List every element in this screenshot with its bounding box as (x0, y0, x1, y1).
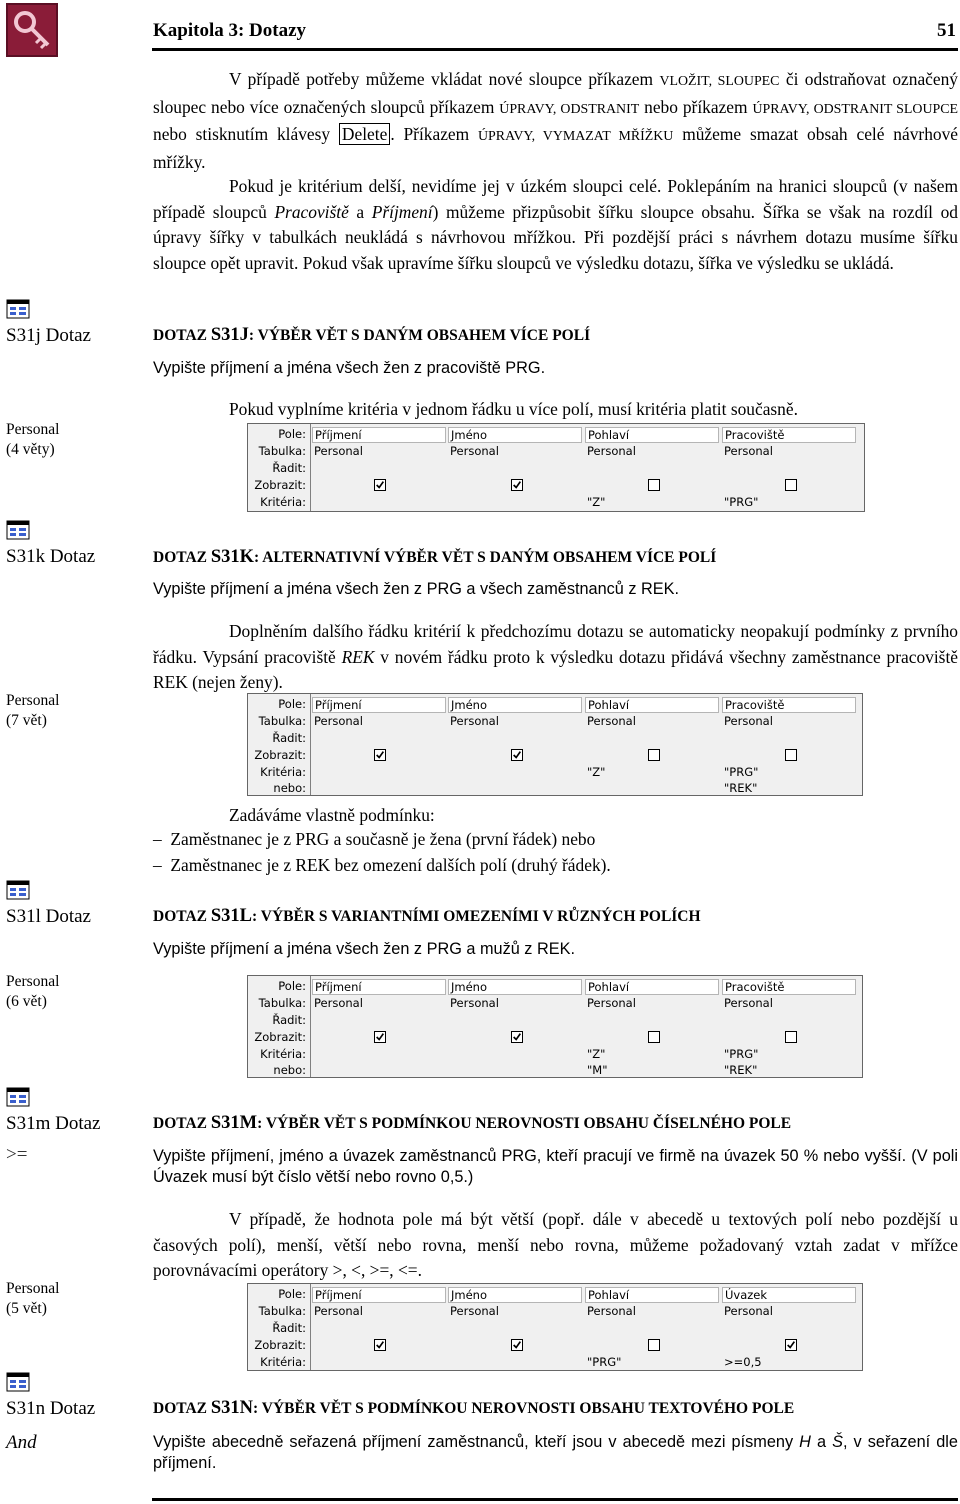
key-icon (8, 5, 56, 55)
design-grid-4: Pole: Tabulka: Řadit: Zobrazit: Kritéria: Příjmení Jméno Pohlaví Úvazek Personal Personal Personal Personal "PRG" >=0,5 (247, 1283, 863, 1371)
grid-field-cell[interactable]: Pracoviště (722, 427, 856, 443)
show-checkbox-checked[interactable] (511, 1339, 523, 1351)
access-key-logo (6, 3, 58, 57)
show-checkbox-checked[interactable] (374, 1339, 386, 1351)
grid-table-cell[interactable]: Personal (724, 996, 773, 1010)
task-s31l: Vypište příjmení a jména všech žen z PRG a mužů z REK. (153, 940, 575, 958)
show-checkbox-checked[interactable] (511, 479, 523, 491)
condition-bullet-2: – Zaměstnanec je z REK bez omezení dalších polí (druhý řádek). (153, 855, 611, 875)
margin-operator: >= (6, 1144, 28, 1165)
task-s31k: Vypište příjmení a jména všech žen z PRG a všech zaměstnanců z REK. (153, 580, 680, 598)
note-s31m: V případě, že hodnota pole má být větší (popř. dále v abecedě u textových polí nebo pozdější u časových polí), menší, větší nebo rovna, menší nebo rovna, můžeme požadovaný vztah zadat v mřížce porovnávacími operátory >, <, >=, <=. (153, 1209, 958, 1280)
show-checkbox-checked[interactable] (511, 1031, 523, 1043)
grid-criteria-cell[interactable]: "Z" (587, 1047, 606, 1061)
show-checkbox-unchecked[interactable] (785, 1031, 797, 1043)
margin-table: Personal (6, 421, 60, 438)
grid-field-cell[interactable]: Pohlaví (585, 697, 719, 713)
header-rule (152, 48, 958, 51)
note-s31k: Doplněním dalšího řádku kritérií k předchozímu dotazu se automaticky neopakují podmínky z prvního řádku. Vypsání pracoviště REK v novém řádku proto k výsledku dotazu přidává všechny zaměstnance pracoviště REK (nejen ženy). (153, 621, 958, 692)
query-heading-s31m: DOTAZ S31M: VÝBĚR VĚT S PODMÍNKOU NEROVNOSTI OBSAHU ČÍSELNÉHO POLE (153, 1113, 792, 1133)
grid-table-cell[interactable]: Personal (314, 1304, 363, 1318)
grid-table-cell[interactable]: Personal (724, 444, 773, 458)
grid-table-cell[interactable]: Personal (450, 1304, 499, 1318)
grid-field-cell[interactable]: Pohlaví (585, 427, 719, 443)
query-icon (6, 299, 30, 319)
grid-table-cell[interactable]: Personal (724, 714, 773, 728)
margin-table: Personal (6, 1280, 60, 1297)
grid-table-cell[interactable]: Personal (587, 444, 636, 458)
grid-field-cell[interactable]: Jméno (448, 697, 582, 713)
grid-or-cell[interactable]: "REK" (724, 781, 758, 795)
grid-criteria-cell[interactable]: "PRG" (724, 1047, 759, 1061)
grid-criteria-cell[interactable]: "PRG" (724, 765, 759, 779)
grid-criteria-cell[interactable]: "PRG" (724, 495, 759, 509)
margin-s31j: S31j Dotaz (6, 325, 91, 346)
query-heading-s31k: DOTAZ S31K: ALTERNATIVNÍ VÝBĚR VĚT S DANÝM OBSAHEM VÍCE POLÍ (153, 547, 717, 567)
grid-table-cell[interactable]: Personal (450, 444, 499, 458)
grid-field-cell[interactable]: Pohlaví (585, 1287, 719, 1303)
grid-field-cell[interactable]: Jméno (448, 979, 582, 995)
grid-or-cell[interactable]: "REK" (724, 1063, 758, 1077)
grid-field-cell[interactable]: Příjmení (312, 697, 446, 713)
chapter-title: Kapitola 3: Dotazy (153, 20, 307, 41)
design-grid-3: Pole: Tabulka: Řadit: Zobrazit: Kritéria: nebo: Příjmení Jméno Pohlaví Pracoviště Personal Personal Personal Personal "Z" "PRG" "M" "REK" (247, 975, 863, 1078)
grid-field-cell[interactable]: Příjmení (312, 1287, 446, 1303)
page-number: 51 (937, 20, 956, 41)
design-grid-1: Pole: Tabulka: Řadit: Zobrazit: Kritéria: Příjmení Jméno Pohlaví Pracoviště Personal Personal Personal Personal "Z" "PRG" (247, 423, 865, 512)
margin-s31m: S31m Dotaz (6, 1113, 101, 1134)
show-checkbox-checked[interactable] (785, 1339, 797, 1351)
query-heading-s31l: DOTAZ S31L: VÝBĚR S VARIANTNÍMI OMEZENÍMI V RŮZNÝCH POLÍCH (153, 906, 701, 926)
margin-table: Personal (6, 973, 60, 990)
condition-bullet-1: – Zaměstnanec je z PRG a současně je žena (první řádek) nebo (153, 829, 596, 849)
grid-field-cell[interactable]: Příjmení (312, 427, 446, 443)
show-checkbox-unchecked[interactable] (785, 749, 797, 761)
grid-table-cell[interactable]: Personal (314, 714, 363, 728)
grid-table-cell[interactable]: Personal (450, 714, 499, 728)
grid-table-cell[interactable]: Personal (587, 996, 636, 1010)
intro-paragraph-2: Pokud je kritérium delší, nevidíme jej v úzkém sloupci celé. Poklepáním na hranici sloupců (v našem případě sloupců Pracoviště a Příjmení) můžeme přizpůsobit šířku sloupce obsahu. Šířka se však na rozdíl od úpravy šířky v tabulkách neukládá s návrhovou mřížkou. Při pozdější práci s návrhem dotazu musíme šířku sloupce opět upravit. Pokud však upravíme šířku sloupců ve výsledku dotazu, šířka ve výsledku se ukládá. (153, 176, 959, 273)
grid-field-cell[interactable]: Úvazek (722, 1287, 856, 1303)
margin-s31l: S31l Dotaz (6, 906, 91, 927)
margin-operator: And (6, 1432, 37, 1453)
delete-key: Delete (339, 123, 390, 145)
query-heading-s31n: DOTAZ S31N: VÝBĚR VĚT S PODMÍNKOU NEROVNOSTI OBSAHU TEXTOVÉHO POLE (153, 1398, 795, 1418)
margin-table: Personal (6, 692, 60, 709)
show-checkbox-checked[interactable] (374, 479, 386, 491)
show-checkbox-checked[interactable] (374, 1031, 386, 1043)
note-s31j: Pokud vyplníme kritéria v jednom řádku u více polí, musí kritéria platit současně. (229, 399, 798, 419)
show-checkbox-unchecked[interactable] (648, 1339, 660, 1351)
grid-field-cell[interactable]: Pohlaví (585, 979, 719, 995)
margin-count: (5 vět) (6, 1300, 47, 1317)
query-icon (6, 1087, 30, 1107)
task-s31n: Vypište abecedně seřazená příjmení zaměstnanců, kteří jsou v abecedě mezi písmeny H a Š, v seřazení dle příjmení. (153, 1433, 958, 1472)
grid-table-cell[interactable]: Personal (724, 1304, 773, 1318)
query-icon (6, 1372, 30, 1392)
grid-table-cell[interactable]: Personal (314, 444, 363, 458)
grid-criteria-cell[interactable]: "Z" (587, 765, 606, 779)
margin-s31n: S31n Dotaz (6, 1398, 96, 1419)
grid-or-cell[interactable]: "M" (587, 1063, 608, 1077)
show-checkbox-unchecked[interactable] (648, 1031, 660, 1043)
show-checkbox-unchecked[interactable] (785, 479, 797, 491)
design-grid-2: Pole: Tabulka: Řadit: Zobrazit: Kritéria: nebo: Příjmení Jméno Pohlaví Pracoviště Personal Personal Personal Personal "Z" "PRG" "REK" (247, 693, 863, 796)
show-checkbox-checked[interactable] (374, 749, 386, 761)
grid-criteria-cell[interactable]: "Z" (587, 495, 606, 509)
condition-intro: Zadáváme vlastně podmínku: (229, 805, 435, 825)
task-s31j: Vypište příjmení a jména všech žen z pracoviště PRG. (153, 359, 546, 377)
margin-count: (4 věty) (6, 441, 55, 458)
show-checkbox-unchecked[interactable] (648, 479, 660, 491)
query-icon (6, 520, 30, 540)
grid-field-cell[interactable]: Pracoviště (722, 979, 856, 995)
show-checkbox-unchecked[interactable] (648, 749, 660, 761)
grid-table-cell[interactable]: Personal (587, 714, 636, 728)
grid-table-cell[interactable]: Personal (314, 996, 363, 1010)
query-icon (6, 880, 30, 900)
grid-table-cell[interactable]: Personal (450, 996, 499, 1010)
footer-rule (152, 1498, 958, 1501)
margin-s31k: S31k Dotaz (6, 546, 96, 567)
grid-criteria-cell[interactable]: >=0,5 (724, 1355, 762, 1369)
task-s31m: Vypište příjmení, jméno a úvazek zaměstnanců PRG, kteří pracují ve firmě na úvazek 50 % nebo vyšší. (V poli Úvazek musí být číslo větší nebo rovno 0,5.) (153, 1147, 958, 1186)
show-checkbox-checked[interactable] (511, 749, 523, 761)
margin-count: (7 vět) (6, 712, 47, 729)
query-heading-s31j: DOTAZ S31J: VÝBĚR VĚT S DANÝM OBSAHEM VÍCE POLÍ (153, 325, 591, 345)
grid-table-cell[interactable]: Personal (587, 1304, 636, 1318)
margin-count: (6 vět) (6, 993, 47, 1010)
grid-field-cell[interactable]: Jméno (448, 427, 582, 443)
grid-field-cell[interactable]: Příjmení (312, 979, 446, 995)
intro-paragraph-1: V případě potřeby můžeme vkládat nové sloupce příkazem VLOŽIT, SLOUPEC či odstraňovat označený sloupec nebo více označených sloupců příkazem ÚPRAVY, ODSTRANIT nebo příkazem ÚPRAVY, ODSTRANIT SLOUPCE nebo stisknutím klávesy Delete . Příkazem ÚPRAVY, VYMAZAT MŘÍŽKU můžeme smazat obsah celé návrhové mřížky. (153, 69, 959, 172)
grid-field-cell[interactable]: Pracoviště (722, 697, 856, 713)
grid-field-cell[interactable]: Jméno (448, 1287, 582, 1303)
grid-criteria-cell[interactable]: "PRG" (587, 1355, 622, 1369)
